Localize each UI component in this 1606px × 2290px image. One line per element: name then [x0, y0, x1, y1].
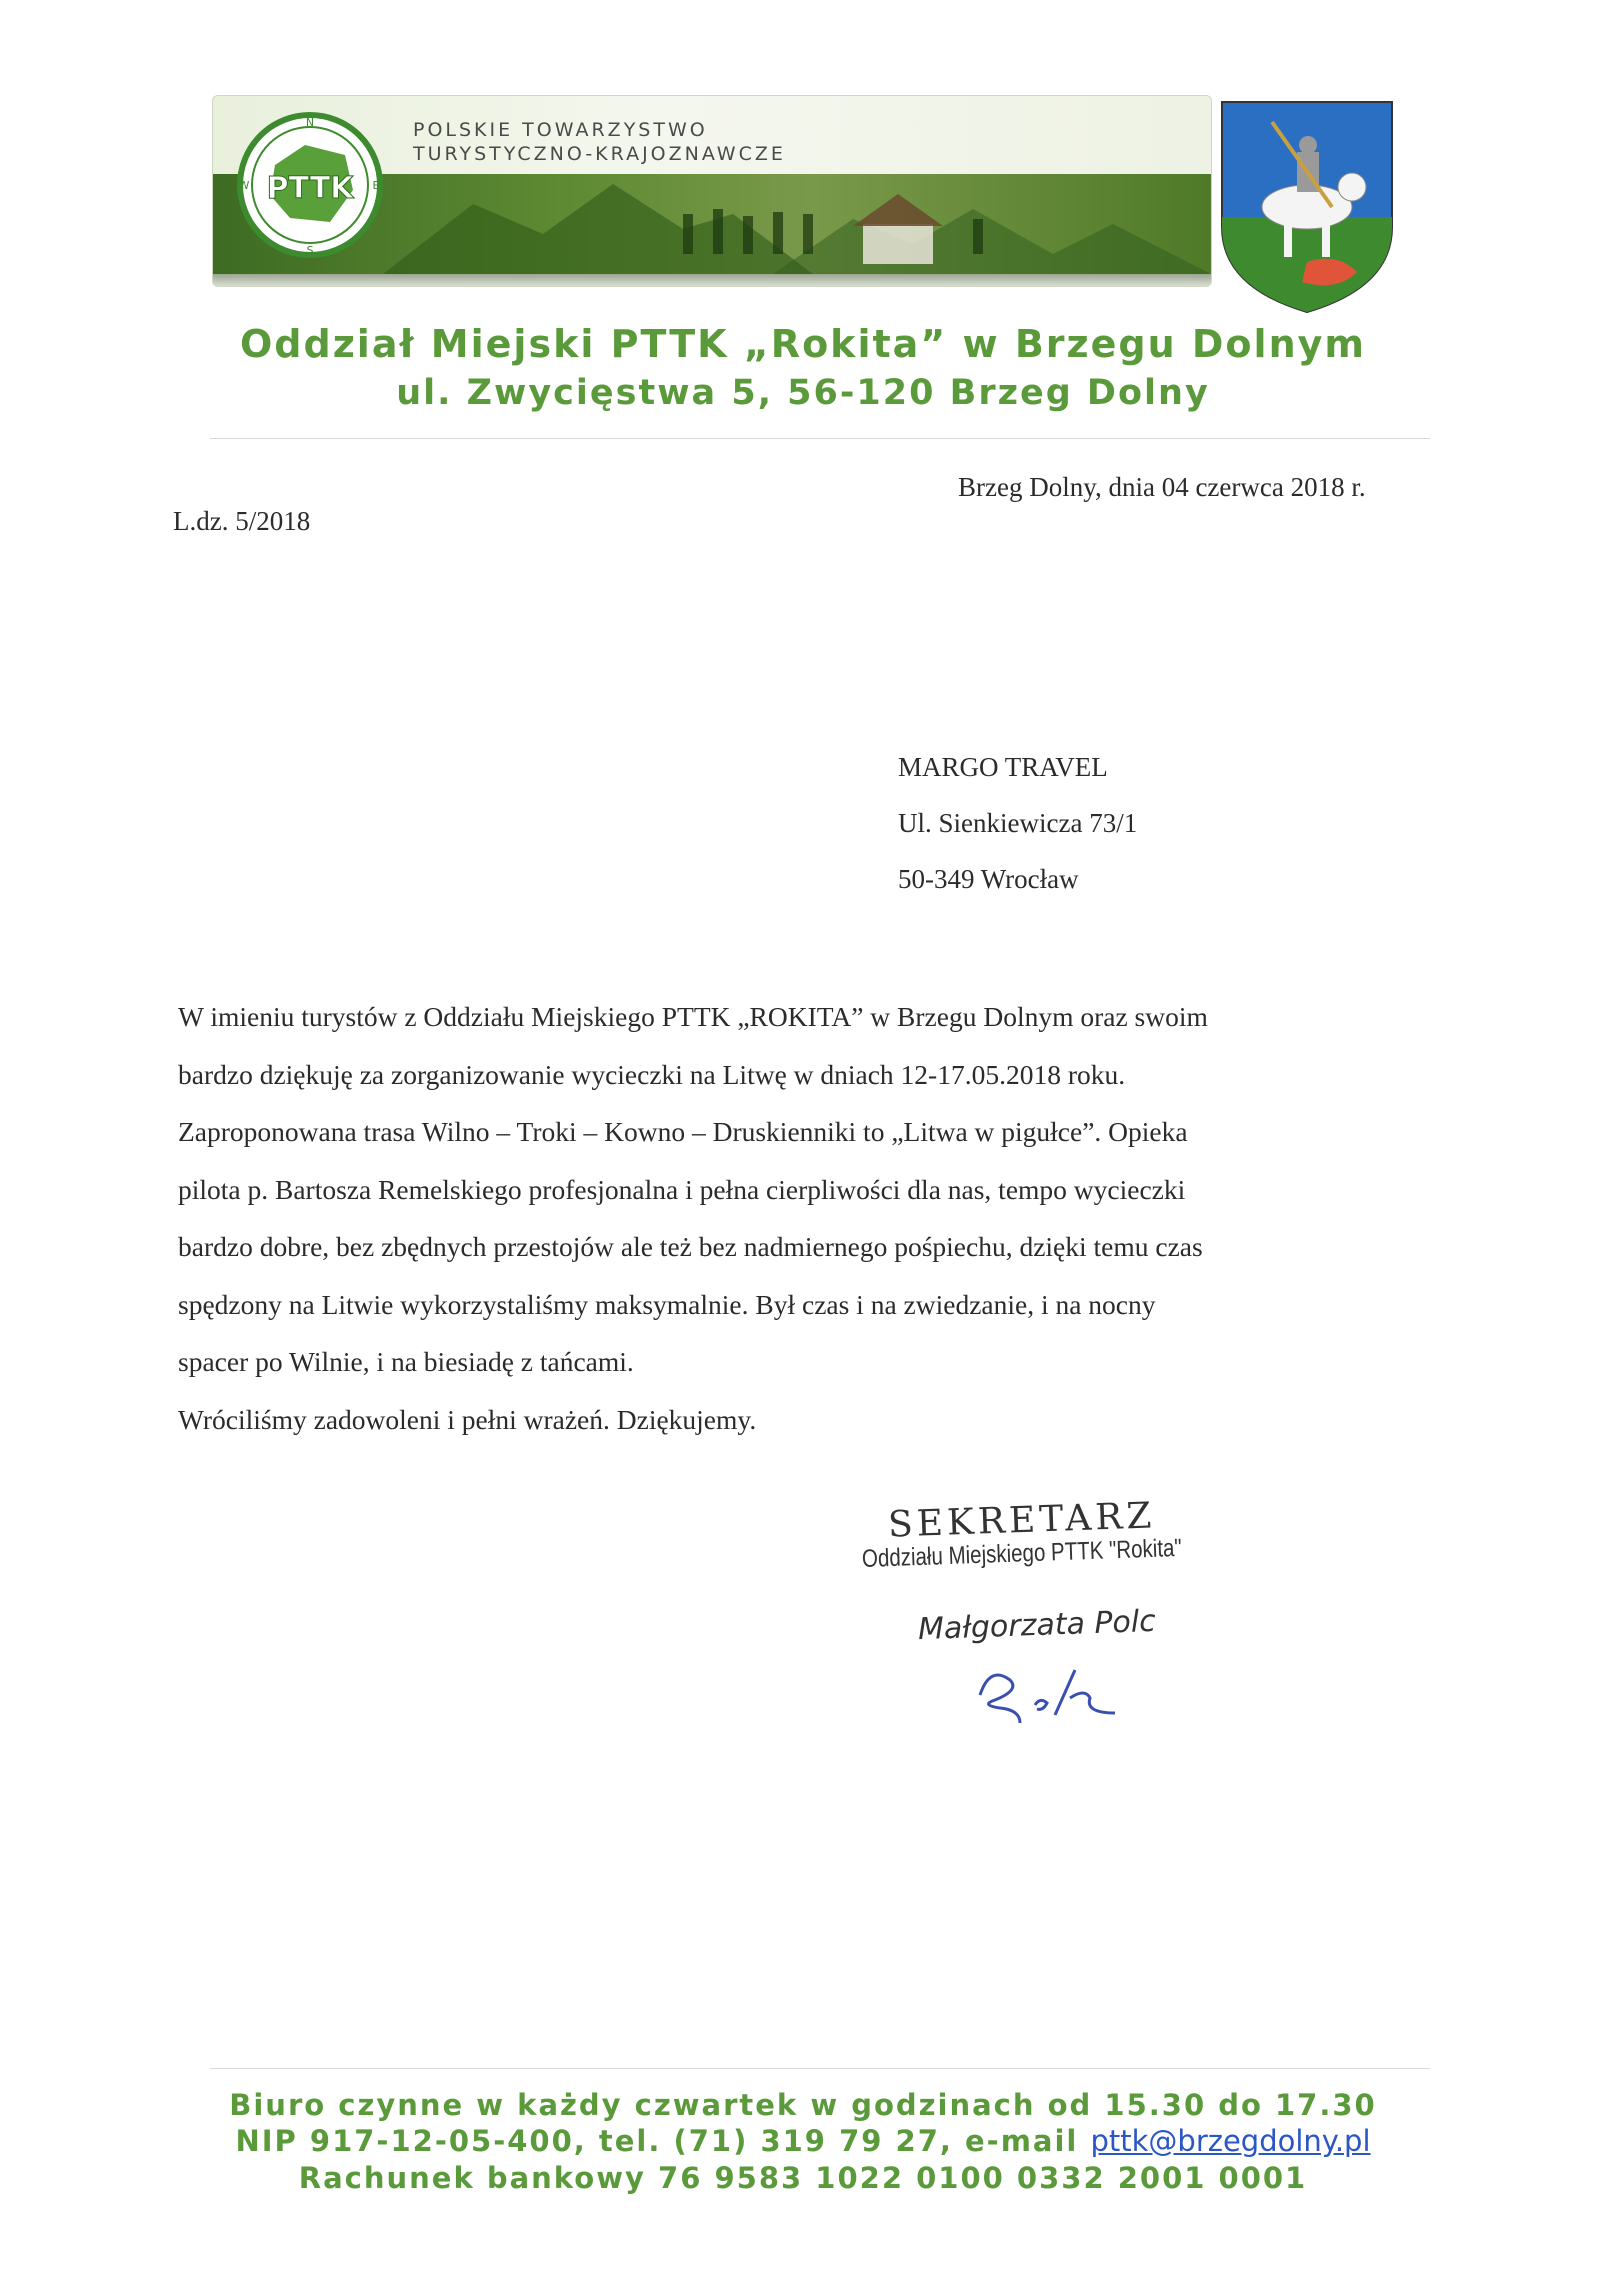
banner-line-1: POLSKIE TOWARZYSTWO: [413, 119, 708, 141]
stamp-organization: Oddziału Miejskiego PTTK "Rokita": [861, 1533, 1183, 1573]
recipient-name: MARGO TRAVEL: [898, 752, 1108, 782]
svg-text:N: N: [305, 116, 315, 129]
recipient-city: 50-349 Wrocław: [898, 864, 1079, 894]
body-line: bardzo dziękuję za zorganizowanie wycieczki na Litwę w dniach 12-17.05.2018 roku.: [178, 1058, 1126, 1090]
office-hours: Biuro czynne w każdy czwartek w godzinach od 15.30 do 17.30: [229, 2088, 1377, 2122]
email-link[interactable]: pttk@brzegdolny.pl: [1090, 2124, 1371, 2158]
organization-address: ul. Zwycięstwa 5, 56-120 Brzeg Dolny: [396, 373, 1210, 413]
city-coat-of-arms-icon: [1212, 97, 1402, 317]
pttk-logo: [235, 110, 385, 260]
svg-text:PTTK: PTTK: [266, 171, 354, 206]
banner-organization-name: [413, 118, 786, 166]
body-line: spacer po Wilnie, i na biesiadę z tańcami.: [178, 1346, 634, 1377]
stamp-name: Małgorzata Polc: [917, 1603, 1157, 1648]
header-divider: [210, 438, 1430, 439]
svg-text:S: S: [306, 244, 314, 257]
place-date: Brzeg Dolny, dnia 04 czerwca 2018 r.: [958, 472, 1366, 502]
banner-line-2: TURYSTYCZNO-KRAJOZNAWCZE: [413, 143, 786, 165]
footer-divider: [210, 2068, 1430, 2069]
contact-line: [0, 2124, 1606, 2158]
banner-bottom-edge: [213, 274, 1211, 286]
svg-text:W: W: [238, 179, 250, 192]
letter-body: [178, 988, 1438, 1448]
reference-number: L.dz. 5/2018: [173, 506, 311, 536]
svg-text:E: E: [372, 179, 380, 192]
header-banner: [212, 95, 1212, 287]
body-line: spędzony na Litwie wykorzystaliśmy maksymalnie. Był czas i na zwiedzanie, i na nocny: [178, 1288, 1156, 1320]
body-line: Wróciliśmy zadowoleni i pełni wrażeń. Dziękujemy.: [178, 1403, 757, 1435]
body-line: Zaproponowana trasa Wilno – Troki – Kowno – Druskienniki to „Litwa w pigułce”. Opieka: [178, 1116, 1188, 1147]
recipient-street: Ul. Sienkiewicza 73/1: [898, 808, 1138, 838]
body-line: W imieniu turystów z Oddziału Miejskiego PTTK „ROKITA” w Brzegu Dolnym oraz swoim: [178, 1001, 1208, 1032]
body-line: bardzo dobre, bez zbędnych przestojów ale też bez nadmiernego pośpiechu, dzięki temu czas: [178, 1231, 1203, 1262]
body-line: pilota p. Bartosza Remelskiego profesjonalna i pełna cierpliwości dla nas, tempo wycieczki: [178, 1173, 1186, 1205]
handwritten-signature: [960, 1650, 1140, 1730]
stamp-title: SEKRETARZ: [887, 1495, 1157, 1546]
bank-account: Rachunek bankowy 76 9583 1022 0100 0332 2001 0001: [298, 2161, 1308, 2195]
organization-name: Oddział Miejski PTTK „Rokita” w Brzegu Dolnym: [239, 322, 1366, 366]
contact-details: NIP 917-12-05-400, tel. (71) 319 79 27, e-mail: [235, 2124, 1091, 2158]
